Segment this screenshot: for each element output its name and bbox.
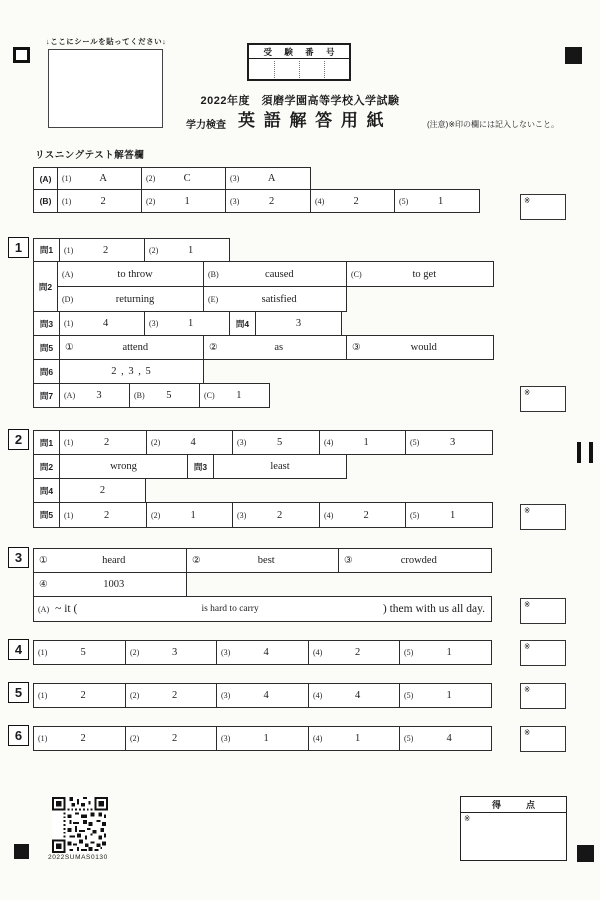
section-number-text: 1 (14, 240, 23, 255)
section-number-text: 5 (14, 685, 23, 700)
grader-box-section-3 (520, 598, 566, 624)
answer-cell (59, 431, 146, 454)
row-label-text: (B) (39, 196, 52, 206)
answer-cell (225, 190, 310, 212)
s2-q4-row (33, 478, 146, 503)
answer-cell (57, 168, 141, 189)
cell-number-label: ① (65, 342, 74, 353)
answer-cell (319, 503, 405, 527)
question-label (34, 479, 59, 502)
section-6-number (8, 725, 29, 746)
answer-cell (308, 641, 399, 664)
answer-cell (58, 262, 203, 286)
row-label-text: (A) (39, 173, 52, 184)
cell-value: 1 (190, 509, 196, 521)
s1-q7-row (33, 383, 270, 408)
question-label (34, 360, 59, 383)
cell-number-label: (A) (38, 604, 50, 614)
question-label-text: 問1 (39, 245, 54, 255)
registration-mark-top-right (565, 47, 582, 64)
answer-cell (319, 431, 405, 454)
cell-value: least (270, 461, 290, 472)
cell-value: 1 (363, 437, 369, 448)
answer-cell (232, 431, 319, 454)
cell-number-label: (5) (410, 510, 420, 520)
cell-number-label: (1) (64, 510, 74, 520)
question-label (229, 312, 255, 335)
asterisk-mark: ※ (524, 728, 531, 737)
answer-cell (186, 549, 338, 572)
answer-cell (213, 455, 346, 478)
answer-cell (199, 384, 269, 407)
answer-cell (203, 287, 346, 311)
cell-value: 2 (355, 647, 361, 658)
answer-cell (405, 503, 492, 527)
cell-number-label: (C) (351, 269, 362, 279)
cell-value: crowded (400, 555, 437, 566)
cell-number-label: (5) (399, 196, 409, 206)
cell-number-label: (3) (237, 438, 247, 447)
answer-cell (399, 727, 491, 750)
exam-number-cells (249, 59, 349, 80)
answer-cell (203, 336, 346, 359)
cell-value: wrong (110, 461, 137, 472)
cell-number-label: (3) (230, 196, 240, 206)
cell-value: 1 (446, 690, 452, 701)
answer-cell (34, 641, 125, 664)
cell-number-label: (A) (64, 391, 76, 400)
row-label (34, 190, 57, 212)
answer-cell (59, 503, 146, 527)
cell-value: 3 (172, 647, 178, 658)
notice-text: (注意)※印の欄には記入しないこと。 (427, 120, 560, 129)
cell-number-label: (2) (151, 438, 161, 447)
cell-value: 4 (446, 733, 452, 744)
cell-value: attend (122, 342, 149, 353)
s6-row (33, 726, 492, 751)
cell-value: 1 (438, 195, 444, 207)
grader-box-section-4 (520, 640, 566, 666)
cell-value: C (183, 173, 191, 184)
sticker-instruction-label: ↓ここにシールを貼ってください↓ (46, 37, 167, 46)
cell-number-label: ① (39, 555, 48, 566)
answer-cell (59, 479, 145, 502)
question-label (34, 384, 59, 407)
section-number-text: 4 (14, 642, 23, 657)
cell-value: 1 (184, 195, 190, 207)
question-label-text: 問2 (39, 461, 54, 472)
asterisk-mark: ※ (524, 685, 531, 694)
cell-number-label: (5) (404, 648, 414, 657)
cell-value: 2 (99, 485, 106, 496)
cell-value: to get (412, 268, 437, 280)
answer-cell (34, 597, 491, 621)
section-5-number (8, 682, 29, 703)
cell-number-label: (1) (64, 245, 74, 255)
asterisk-mark: ※ (464, 814, 471, 823)
answer-cell (232, 503, 319, 527)
answer-cell (141, 190, 225, 212)
question-label (34, 239, 59, 261)
cell-value: 2 (103, 244, 109, 256)
answer-cell (59, 336, 203, 359)
score-box (460, 796, 567, 861)
cell-value: 4 (355, 690, 361, 701)
question-label (34, 312, 59, 335)
section-3-number (8, 547, 29, 568)
cell-number-label: (1) (38, 648, 48, 657)
cell-value: returning (115, 293, 155, 305)
section-number-text: 3 (14, 550, 23, 565)
cell-number-label: (5) (410, 438, 420, 447)
s1-q1-row (33, 238, 230, 262)
cell-number-label: (D) (62, 294, 74, 304)
answer-cell (405, 431, 492, 454)
cell-value: to throw (117, 268, 153, 280)
answer-cell (216, 641, 308, 664)
asterisk-mark: ※ (524, 600, 531, 609)
cell-value: 1 (188, 318, 194, 329)
cell-number-label: (3) (221, 648, 231, 657)
answer-cell (399, 641, 491, 664)
s1-q2-label (33, 261, 58, 312)
exam-number-title: 受 験 番 号 (249, 45, 349, 59)
listening-section-title: リスニングテスト解答欄 (35, 150, 145, 161)
s1-q2-row1 (57, 261, 494, 287)
section-number-text: 6 (14, 728, 23, 743)
cell-value: 2 (100, 195, 106, 207)
answer-cell (59, 360, 203, 383)
listening-row-b (33, 189, 480, 213)
registration-mark-bottom-left (14, 844, 29, 859)
answer-cell (399, 684, 491, 707)
cell-number-label: (C) (204, 391, 215, 400)
cell-value: 2 (104, 509, 110, 521)
answer-cell (255, 312, 341, 335)
question-label-text: 問3 (193, 461, 208, 472)
answer-cell (57, 190, 141, 212)
cell-value: 1 (236, 390, 242, 401)
answer-cell (216, 727, 308, 750)
answer-cell (125, 727, 216, 750)
answer-cell (146, 503, 232, 527)
cell-value: caused (265, 268, 294, 280)
row-label (34, 168, 57, 189)
cell-value: 1 (446, 647, 452, 658)
asterisk-mark: ※ (524, 388, 531, 397)
registration-mark-top-left (13, 47, 30, 63)
cell-number-label: (3) (237, 510, 247, 520)
exam-type-label: 学力検査 (186, 120, 226, 131)
s3-row1 (33, 548, 492, 573)
form-code-text: 2022SUMAS0130 (48, 854, 108, 861)
registration-mark-bottom-right (577, 845, 594, 862)
cell-value: 1003 (103, 579, 125, 590)
cell-value: 2 (277, 509, 283, 521)
answer-cell (216, 684, 308, 707)
cell-number-label: (3) (221, 734, 231, 743)
s5-row (33, 683, 492, 708)
answer-cell (146, 431, 232, 454)
exam-year-title: 2022年度 須磨学園高等学校入学試験 (200, 95, 400, 107)
sentence-prefix: ~ it ( (55, 603, 78, 615)
cell-value: 4 (263, 647, 269, 658)
cell-value: 2 (172, 690, 178, 701)
cell-value: 2 , 3 , 5 (111, 366, 152, 377)
sticker-box (48, 49, 163, 128)
cell-number-label: (2) (130, 734, 140, 743)
question-label (187, 455, 213, 478)
answer-cell (58, 287, 203, 311)
grader-box-section-5 (520, 683, 566, 709)
answer-cell (225, 168, 310, 189)
cell-number-label: ③ (352, 342, 361, 353)
cell-number-label: (2) (130, 691, 140, 700)
answer-cell (59, 384, 129, 407)
section-number-text: 2 (14, 432, 23, 447)
answer-cell (34, 727, 125, 750)
cell-number-label: (A) (62, 269, 74, 279)
question-label (34, 455, 59, 478)
cell-value: 3 (450, 437, 456, 448)
question-label (34, 431, 59, 454)
cell-number-label: (2) (146, 196, 156, 206)
answer-cell (129, 384, 199, 407)
answer-cell (34, 573, 186, 596)
cell-number-label: (2) (130, 648, 140, 657)
answer-cell (346, 336, 493, 359)
cell-number-label: (B) (134, 391, 145, 400)
asterisk-mark: ※ (524, 196, 531, 205)
answer-cell (141, 168, 225, 189)
cell-value: A (99, 173, 107, 184)
question-label-text: 問5 (39, 342, 54, 353)
question-label-text: 問5 (39, 510, 54, 520)
cell-number-label: (4) (315, 196, 325, 206)
question-label-text: 問4 (235, 318, 250, 329)
cell-value: A (267, 173, 276, 184)
cell-number-label: (3) (149, 319, 159, 328)
answer-cell (310, 190, 394, 212)
answer-cell (125, 684, 216, 707)
cell-value: 3 (96, 390, 102, 401)
cell-number-label: (5) (404, 734, 414, 743)
answer-cell (125, 641, 216, 664)
section-4-number (8, 639, 29, 660)
answer-cell (308, 684, 399, 707)
answer-cell (203, 262, 346, 286)
answer-cell (338, 549, 491, 572)
cell-value: 5 (166, 390, 172, 401)
cell-number-label: (4) (313, 691, 323, 700)
question-label-text: 問1 (39, 437, 54, 448)
cell-number-label: ② (209, 342, 218, 353)
s2-q2-q3-row (33, 454, 347, 479)
cell-value: would (410, 342, 437, 353)
cell-value: 2 (172, 733, 178, 744)
question-label (34, 336, 59, 359)
question-label-text: 問4 (39, 485, 54, 496)
s2-q1-row (33, 430, 493, 455)
cell-value: 2 (353, 195, 359, 207)
cell-value: 1 (355, 733, 361, 744)
cell-number-label: (1) (62, 196, 72, 206)
subject-title: 英 語 解 答 用 紙 (238, 111, 386, 130)
question-label-text: 問6 (39, 366, 54, 377)
asterisk-mark: ※ (524, 506, 531, 515)
cell-value: 2 (80, 733, 86, 744)
cell-number-label: (2) (151, 510, 161, 520)
cell-value: 1 (188, 244, 194, 256)
section-2-number (8, 429, 29, 450)
cell-number-label: ③ (344, 555, 353, 566)
answer-cell (144, 312, 229, 335)
question-label-text: 問3 (39, 318, 54, 329)
cell-number-label: ④ (39, 579, 48, 590)
cell-number-label: (4) (313, 734, 323, 743)
sentence-suffix: ) them with us all day. (382, 603, 485, 615)
section-1-number (8, 237, 29, 258)
cell-number-label: (B) (208, 269, 219, 279)
answer-cell (308, 727, 399, 750)
score-box-title: 得 点 (461, 797, 566, 813)
question-label-text: 問2 (38, 281, 53, 292)
answer-cell (394, 190, 479, 212)
cell-number-label: (4) (313, 648, 323, 657)
cell-value: 4 (263, 690, 269, 701)
cell-value: satisfied (261, 293, 297, 305)
cell-number-label: ② (192, 555, 201, 566)
answer-cell (34, 549, 186, 572)
cell-value: 3 (295, 318, 302, 329)
cell-value: 2 (104, 437, 110, 448)
cell-value: heard (102, 555, 126, 566)
cell-value: 1 (450, 509, 456, 521)
cell-value: 4 (103, 318, 109, 329)
exam-number-box (247, 43, 351, 81)
question-label (34, 503, 59, 527)
asterisk-mark: ※ (524, 642, 531, 651)
cell-number-label: (2) (146, 174, 156, 183)
answer-cell (346, 262, 493, 286)
s1-q2-row2 (57, 286, 347, 312)
page-fold-mark (577, 442, 593, 468)
answer-cell (59, 239, 144, 261)
cell-value: 2 (80, 690, 86, 701)
s1-q5-row (33, 335, 494, 360)
cell-number-label: (4) (324, 510, 334, 520)
score-box-body (461, 813, 566, 823)
grader-box-listening (520, 194, 566, 220)
cell-value: as (274, 342, 284, 353)
cell-number-label: (4) (324, 438, 334, 447)
s3-row2 (33, 572, 187, 597)
cell-number-label: (1) (38, 734, 48, 743)
grader-box-section-2 (520, 504, 566, 530)
cell-value: 2 (269, 195, 275, 207)
answer-cell (34, 684, 125, 707)
qr-code (52, 797, 108, 853)
cell-number-label: (3) (221, 691, 231, 700)
grader-box-section-1 (520, 386, 566, 412)
s4-row (33, 640, 492, 665)
cell-value: 4 (190, 437, 196, 448)
question-label-text: 問7 (39, 390, 54, 401)
cell-value: 5 (277, 437, 283, 448)
cell-value: 1 (263, 733, 269, 744)
cell-number-label: (2) (149, 245, 159, 255)
cell-value: 2 (363, 509, 369, 521)
cell-value: best (257, 555, 275, 566)
cell-number-label: (1) (64, 438, 74, 447)
s2-q5-row (33, 502, 493, 528)
cell-number-label: (1) (62, 174, 72, 183)
answer-cell (59, 312, 144, 335)
cell-number-label: (E) (208, 294, 219, 304)
cell-number-label: (5) (404, 691, 414, 700)
s1-q3-q4-row (33, 311, 342, 336)
cell-number-label: (1) (38, 691, 48, 700)
cell-number-label: (3) (230, 174, 240, 183)
s3-rowA (33, 596, 492, 622)
cell-value: 5 (80, 647, 86, 658)
cell-number-label: (1) (64, 319, 74, 328)
answer-cell (144, 239, 229, 261)
cell-value: is hard to carry (201, 604, 259, 614)
grader-box-section-6 (520, 726, 566, 752)
s1-q6-row (33, 359, 204, 384)
listening-row-a (33, 167, 311, 190)
answer-cell (59, 455, 187, 478)
